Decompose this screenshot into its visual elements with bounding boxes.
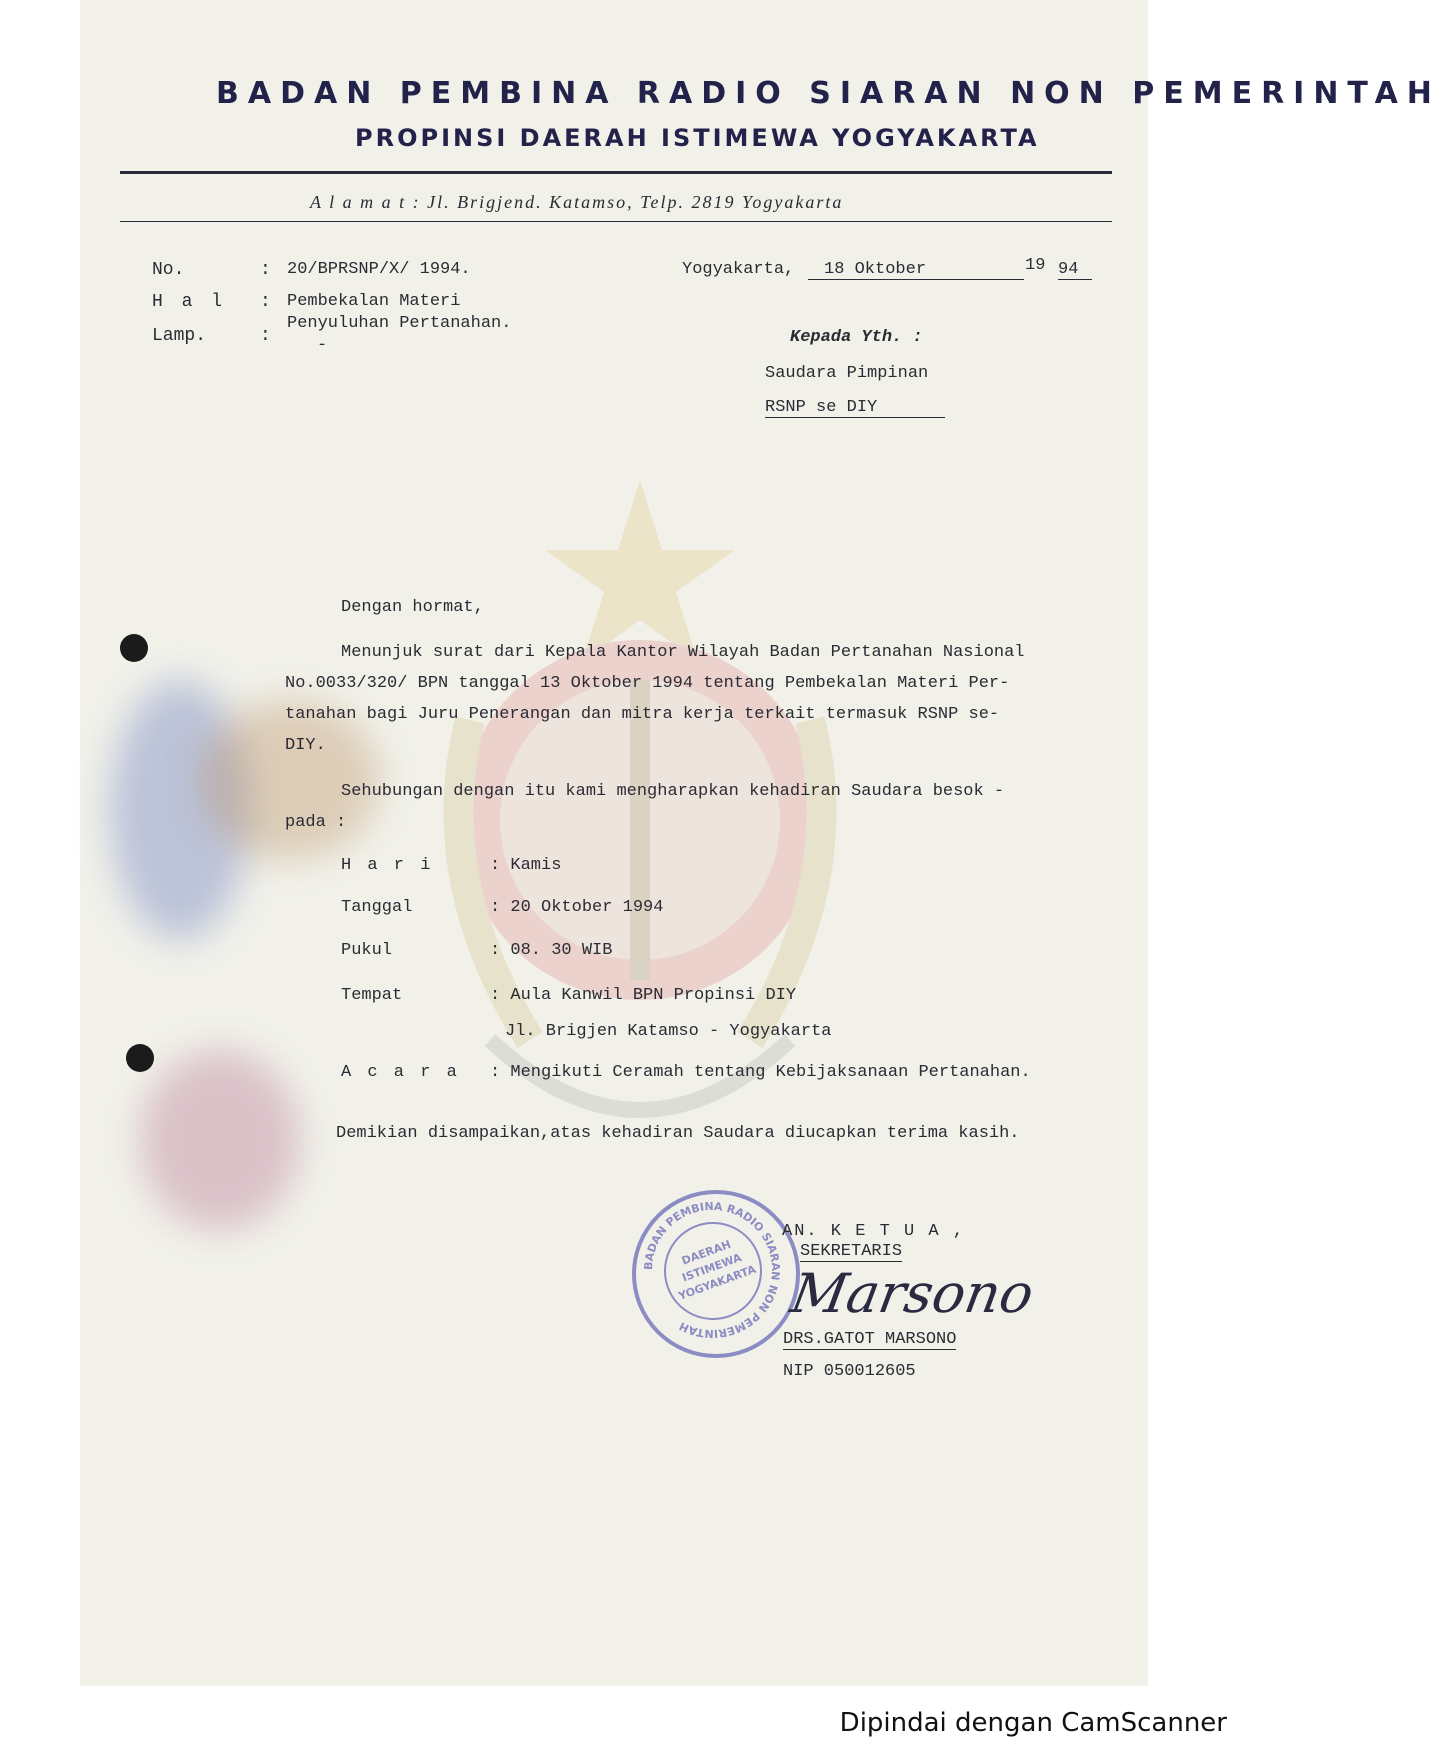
signatory-nip: NIP 050012605 [783,1362,916,1381]
paragraph1-line1: Menunjuk surat dari Kepala Kantor Wilayah Badan Pertanahan Nasional [341,643,1025,662]
recipient-line2: RSNP se DIY [765,398,945,418]
colon: : [260,260,271,280]
year-suffix: 94 [1058,260,1092,280]
emblem-watermark [410,480,970,1280]
year-prefix: 19 [1025,256,1046,275]
lamp-label: Lamp. [152,326,207,346]
detail-date-value: : 20 Oktober 1994 [490,898,664,917]
detail-agenda-value: : Mengikuti Ceramah tentang Kebijaksanaan Pertanahan. [490,1063,1031,1082]
salutation: Dengan hormat, [341,598,484,617]
letter-number: 20/BPRSNP/X/ 1994. [287,260,471,279]
ink-stain [200,700,380,860]
stamp-inner-text: DAERAH ISTIMEWA YOGYAKARTA [650,1208,776,1334]
paragraph1-line2: No.0033/320/ BPN tanggal 13 Oktober 1994 tentang Pembekalan Materi Per- [285,674,1010,693]
address: A l a m a t : Jl. Brigjend. Katamso, Telp. 2819 Yogyakarta [310,192,844,212]
detail-place-label: Tempat [341,986,403,1005]
subject-line1: Pembekalan Materi [287,292,461,311]
no-label: No. [152,260,185,280]
scanner-watermark: Dipindai dengan CamScanner [839,1708,1227,1738]
detail-agenda-label: A c a r a [341,1063,460,1082]
recipient-to: Kepada Yth. : [790,328,923,347]
paragraph1-line4: DIY. [285,736,326,755]
detail-date-label: Tanggal [341,898,413,917]
letter-paper [80,0,1441,1686]
hal-label: H a l [152,292,227,312]
province-name: PROPINSI DAERAH ISTIMEWA YOGYAKARTA [355,124,1040,152]
closing-line: Demikian disampaikan,atas kehadiran Saudara diucapkan terima kasih. [336,1124,1020,1143]
colon: : [260,292,271,312]
punch-hole [126,1044,154,1072]
attachment-value: - [317,336,328,355]
detail-time-label: Pukul [341,941,393,960]
punch-hole [120,634,148,662]
ink-stain [140,1050,300,1230]
paragraph1-line3: tanahan bagi Juru Penerangan dan mitra kerja terkait termasuk RSNP se- [285,705,1000,724]
paragraph2-line2: pada : [285,813,347,832]
stamp-outer-text: BADAN PEMBINA RADIO SIARAN NON PEMERINTAH [641,1199,783,1341]
handwritten-signature: Marsono [786,1262,1039,1325]
detail-place-address: Jl. Brigjen Katamso - Yogyakarta [505,1022,832,1041]
detail-day-label: H a r i [341,856,434,875]
letter-date: 18 Oktober [808,260,1024,280]
place: Yogyakarta, [682,260,795,279]
signatory-role: SEKRETARIS [800,1242,903,1261]
signatory-an: AN. K E T U A , [782,1222,966,1241]
header-rule [120,171,1112,174]
recipient-line1: Saudara Pimpinan [765,364,929,383]
detail-day-value: : Kamis [490,856,562,875]
address-rule [120,221,1112,222]
signatory-name: DRS.GATOT MARSONO [783,1330,957,1349]
official-stamp [632,1190,800,1358]
colon: : [260,326,271,346]
org-name: BADAN PEMBINA RADIO SIARAN NON PEMERINTAH [216,76,1441,111]
subject-line2: Penyuluhan Pertanahan. [287,314,512,333]
detail-place-value: : Aula Kanwil BPN Propinsi DIY [490,986,797,1005]
detail-time-value: : 08. 30 WIB [490,941,613,960]
paragraph2-line1: Sehubungan dengan itu kami mengharapkan kehadiran Saudara besok - [341,782,1005,801]
